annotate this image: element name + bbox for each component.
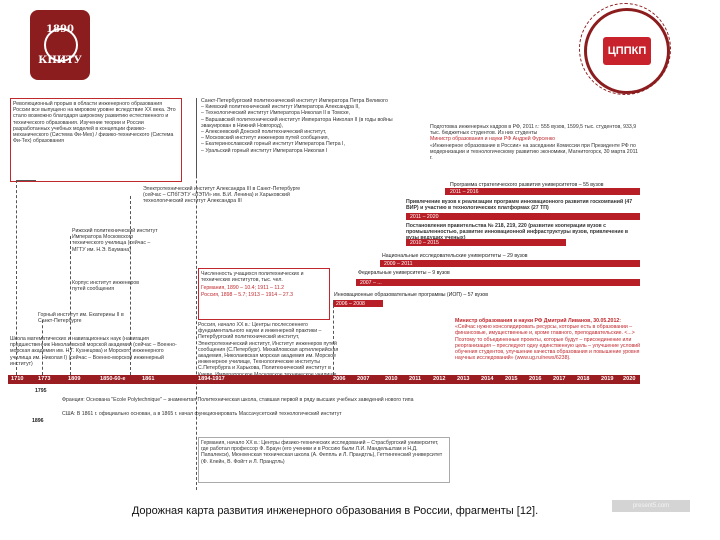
year-tick: 2011	[409, 376, 422, 382]
mining-note	[38, 312, 128, 324]
center-logo-right	[584, 8, 670, 94]
nri-label: Национальные исследовательские университеты – 29 вузов	[382, 253, 528, 259]
mining-text: Горный институт им. Екатерины II в Санкт-Петербурге	[38, 312, 124, 325]
logo-ring-icon	[44, 28, 78, 62]
students-russia: Россия, 1898 – 5.7; 1913 – 1914 – 27.3	[201, 291, 294, 298]
corps-text: Корпус институт инженеров путей сообщения	[72, 280, 140, 293]
year-tick: 2019	[601, 376, 614, 382]
year-tick: 1773	[38, 376, 51, 382]
federal-bar	[356, 279, 640, 286]
stats-text: Подготовка инженерных кадров в РФ, 2011 г.: 555 вузов, 1599,5 тыс. студентов, 933,9 тыс. бюджетных студентов. Из них студенты	[430, 124, 637, 137]
riga-text: Рижский политехнический институт Императора Московского технического училища (сейчас – МГТУ им. Н.Э. Баумана)	[72, 228, 158, 253]
year-1896: 1896	[32, 418, 44, 424]
students-box	[198, 268, 330, 320]
riga-note	[72, 228, 158, 253]
year-tick: 1710	[11, 376, 24, 382]
minister1-name: Министр образования и науки РФ Андрей Фурсенко	[430, 136, 556, 143]
year-tick: 1809	[68, 376, 81, 382]
russia-text: Россия, начало XX в.: Центры послесоеннего фундаментального науки и инженерной практики – Петербургский политехнический институт, Электротехнический институт, Институт инженеров путей сообщения (С.Петербург). Михайловская артиллерийская академия, Николаевская морская академия им. Морское инженерное училище, Технологические институты С.Петербурга и Харькова, Политехнический институт в	[198, 322, 339, 372]
usa-note	[62, 411, 482, 417]
program1-years: 2011 – 2016	[450, 189, 479, 195]
program1-label: Программа стратегического развития университетов – 55 вузов	[450, 182, 604, 188]
program2-note	[406, 199, 640, 211]
watermark: present5.com	[612, 500, 690, 512]
year-tick: 1894-1917	[198, 376, 225, 382]
france-text: Франция: Основана "Ecole Polytechnique" – знаменитая Политехническая школа, ставшая первой в ряду высших учебных заведений нового типа	[62, 397, 414, 403]
germany-text: Германия, начало XX в.: Центры физико-технических исследований – Страсбургский университет, где работал профессор Ф. Браун (его ученики и в Россию были Л.И. Мандельштам и Н.Д. Папалекси), Мюнхенская техническая школа (А. Феппль и Л. Прандтль), Геттингенский университет (Ф. Клейн, В. Фойгт и Л. Прандтль)	[201, 440, 443, 465]
germany-box	[198, 437, 450, 483]
slide-caption: Дорожная карта развития инженерного образования в России, фрагменты [12].	[131, 505, 539, 517]
year-tick: 1861	[142, 376, 155, 382]
minister1-quote: «Инженерное образование в России» на заседании Комиссии при Президенте РФ по модернизации и технологическому развитию экономики, Магнитогорск, 30 марта 2011 г.	[430, 142, 638, 162]
year-tick: 1850-60-e	[100, 376, 126, 382]
year-tick: 2020	[623, 376, 636, 382]
universities-text: Санкт-Петербургский политехнический институт Императора Петра Великого – Киевский политехнический институт Императора Александра II, – Технологический институт Императора Николая II в Томске, – Варшавский политехнический институт Императора Николая II (в годы войны эвакуирован в Нижний Новгород), – Алексеевский Донской политехнический институт, – Московский институт инженеров путей сообщения, – Екатеринославский горный институт Императора Петра I, – Уральский горный институт Императора Николая I	[201, 98, 393, 154]
logo-name: КНИТУ	[38, 55, 82, 66]
year-tick: 2016	[529, 376, 542, 382]
year-tick: 2006	[333, 376, 346, 382]
students-germany: Германия, 1890 – 10.4; 1911 – 11.2	[201, 285, 285, 292]
logo-year: 1890	[46, 24, 74, 35]
iop-years: 2006 – 2008	[336, 301, 365, 307]
program2-text: Привлечение вузов к реализации программ инновационного развития госкомпаний (47 ВИР) и участию в технологических платформах (27 ТП)	[406, 199, 633, 212]
connector-line	[16, 180, 36, 181]
minister2-note	[455, 318, 645, 361]
minister2-quote: «Сейчас нужно консолидировать ресурсы, которые есть в образовании – финансовые, имущественные и, кроме главного, преподавательские. <...> Поэтому то объединенные проекты, которые будут – присоединение или реорганизация – преследуют одну единственную цель – улучшение условий обучения студентов, улучшение качества образования и повышение уровня научных исследований» (www.ug.ru/news/6238).	[455, 324, 641, 362]
connector-line	[70, 236, 71, 375]
year-tick: 2018	[577, 376, 590, 382]
electrotech-text: Электротехнический институт Александра III в Санкт-Петербурге (сейчас – СПбГЭТУ «ЛЭТИ» им. В.И. Ленина) и Харьковский технологический институт Александра III	[143, 186, 301, 205]
navigation-school-note	[10, 336, 180, 367]
connector-line	[42, 320, 43, 375]
program2-years: 2011 – 2020	[410, 214, 439, 220]
students-title: Численность учащихся политехнических и технических институтов, тыс. чел.	[201, 271, 304, 284]
year-tick: 2007	[357, 376, 370, 382]
connector-line	[196, 100, 197, 490]
france-note	[62, 397, 482, 403]
program2-bar	[406, 213, 640, 220]
logo-name: ЦППКП	[603, 37, 651, 65]
usa-text: США: В 1861 г. официально основан, а в 1865 г. начал функционировать Массачусетский технологический институт	[62, 411, 342, 417]
year-tick: 2010	[385, 376, 398, 382]
minister2-name: Министр образования и науки РФ Дмитрий Ливанов, 30.05.2012:	[455, 318, 621, 324]
nri-bar	[380, 260, 640, 267]
universities-list	[196, 98, 407, 176]
nri-years: 2009 – 2011	[384, 261, 413, 267]
intro-text: Революционный прорыв в области инженерного образования России все выпущено на мировом уровне вследствие XX века. Это стало возможно благодаря широкому развитию естественного и технического образования. Изучение теории и России разработанных учебных моделей в концепции физико-механического (Система Фи-Мех) / физико-технического (Система Фи-Тех) образования	[13, 101, 176, 145]
year-tick: 2014	[481, 376, 494, 382]
connector-line	[333, 300, 334, 375]
iop-label: Инновационные образовательные программы (ИОП) – 57 вузов	[334, 292, 489, 298]
year-tick: 2012	[433, 376, 446, 382]
year-tick: 2013	[457, 376, 470, 382]
decree-text: Постановления правительства № 218, 219, 220 (развитие кооперации вузов с промышленностью, развитие инновационной инфраструктуры вузов, привлечение в	[406, 223, 629, 236]
navigation-school-text: Школа математических и навигационных наук (навигация предшественник Николаевской морской академии (сейчас – Военно-морская академия им. Н.Г. Кузнецова) и Морского инженерного училища им. Николая I) (сейчас – Военно-морской инженерный институт)	[10, 336, 177, 367]
stats-note	[430, 124, 640, 161]
year-tick: 2017	[553, 376, 566, 382]
decree-years: 2010 – 2015	[410, 240, 439, 246]
intro-box	[10, 98, 182, 182]
federal-label: Федеральные университеты – 9 вузов	[358, 270, 450, 276]
year-tick: 2015	[505, 376, 518, 382]
russia-note	[198, 322, 348, 378]
connector-line	[130, 196, 131, 375]
university-logo-left	[30, 10, 90, 80]
electrotech-note	[143, 186, 313, 205]
connector-line	[16, 180, 17, 375]
federal-years: 2007 – ...	[360, 280, 382, 286]
corps-note	[72, 280, 150, 292]
logo-arc-icon	[579, 3, 671, 95]
year-1795: 1795	[35, 388, 47, 394]
